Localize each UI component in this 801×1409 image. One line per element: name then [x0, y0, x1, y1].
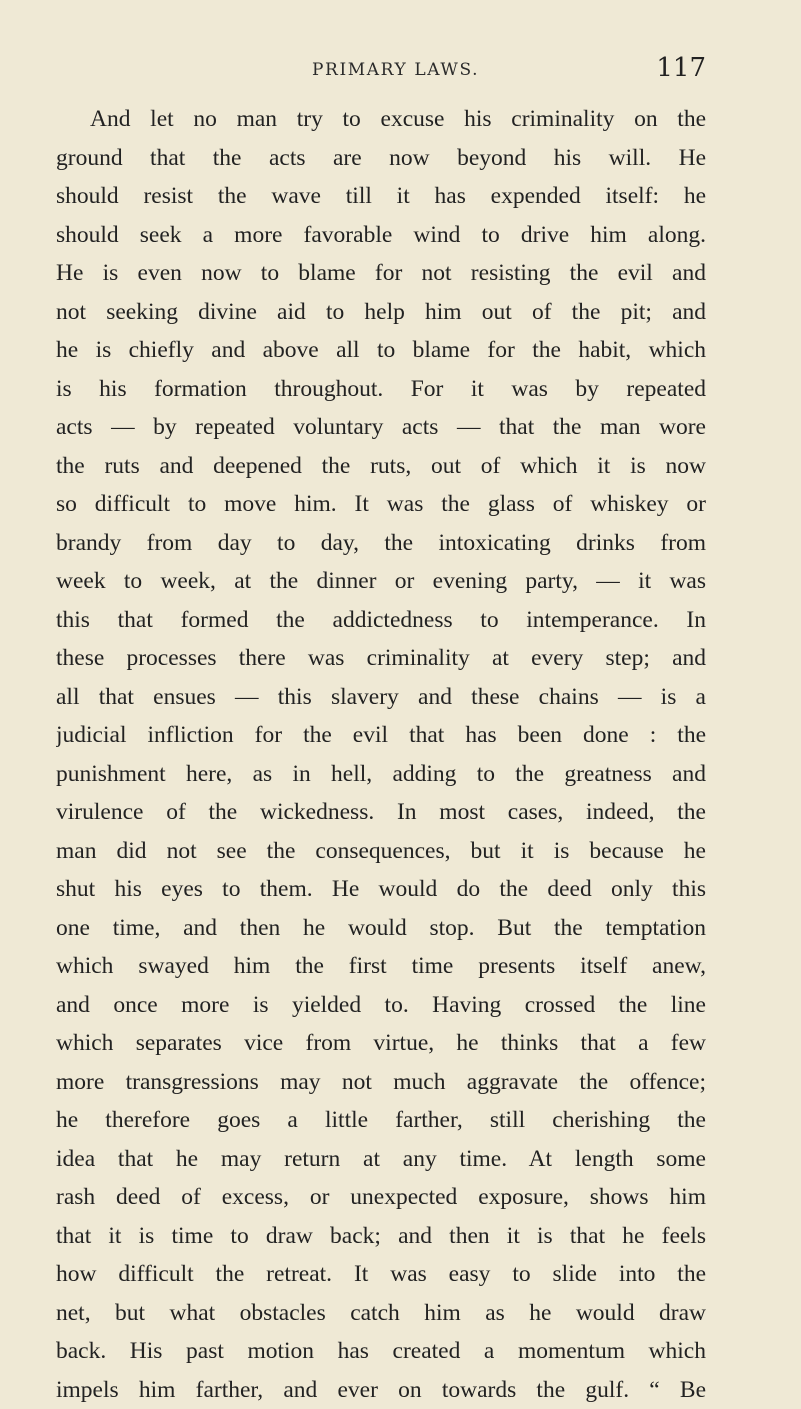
- running-head: [56, 52, 706, 92]
- text-line: so difficult to move him. It was the glass of whiskey or: [56, 485, 706, 524]
- text-line: how difficult the retreat. It was easy to slide into the: [56, 1255, 706, 1294]
- text-line: should resist the wave till it has expended itself: he: [56, 177, 706, 216]
- text-line: impels him farther, and ever on towards the gulf. “ Be: [56, 1371, 706, 1409]
- text-line: judicial infliction for the evil that has been done : the: [56, 716, 706, 755]
- text-line: acts — by repeated voluntary acts — that the man wore: [56, 408, 706, 447]
- text-line: all that ensues — this slavery and these chains — is a: [56, 678, 706, 717]
- text-line: these processes there was criminality at every step; and: [56, 639, 706, 678]
- text-line: idea that he may return at any time. At length some: [56, 1140, 706, 1179]
- page-number: 117: [656, 53, 706, 83]
- text-line: And let no man try to excuse his criminality on the: [56, 100, 706, 139]
- text-line: not seeking divine aid to help him out of the pit; and: [56, 293, 706, 332]
- text-line: ground that the acts are now beyond his will. He: [56, 139, 706, 178]
- text-line: and once more is yielded to. Having crossed the line: [56, 986, 706, 1025]
- text-line: which swayed him the first time presents itself anew,: [56, 947, 706, 986]
- text-line: is his formation throughout. For it was by repeated: [56, 370, 706, 409]
- text-line: this that formed the addictedness to intemperance. In: [56, 601, 706, 640]
- text-line: one time, and then he would stop. But the temptation: [56, 909, 706, 948]
- text-line: back. His past motion has created a momentum which: [56, 1332, 706, 1371]
- text-line: he is chiefly and above all to blame for the habit, which: [56, 331, 706, 370]
- text-line: should seek a more favorable wind to drive him along.: [56, 216, 706, 255]
- text-line: the ruts and deepened the ruts, out of which it is now: [56, 447, 706, 486]
- running-title: PRIMARY LAWS.: [312, 60, 479, 80]
- text-line: virulence of the wickedness. In most cases, indeed, the: [56, 793, 706, 832]
- text-line: shut his eyes to them. He would do the deed only this: [56, 870, 706, 909]
- text-line: rash deed of excess, or unexpected exposure, shows him: [56, 1178, 706, 1217]
- text-line: He is even now to blame for not resisting the evil and: [56, 254, 706, 293]
- text-line: week to week, at the dinner or evening party, — it was: [56, 562, 706, 601]
- text-line: which separates vice from virtue, he thinks that a few: [56, 1024, 706, 1063]
- text-line: more transgressions may not much aggravate the offence;: [56, 1063, 706, 1102]
- text-line: brandy from day to day, the intoxicating drinks from: [56, 524, 706, 563]
- text-line: he therefore goes a little farther, still cherishing the: [56, 1101, 706, 1140]
- text-line: net, but what obstacles catch him as he would draw: [56, 1294, 706, 1333]
- body-text: [56, 100, 706, 1409]
- text-line: man did not see the consequences, but it is because he: [56, 832, 706, 871]
- text-line: that it is time to draw back; and then it is that he feels: [56, 1217, 706, 1256]
- text-line: punishment here, as in hell, adding to the greatness and: [56, 755, 706, 794]
